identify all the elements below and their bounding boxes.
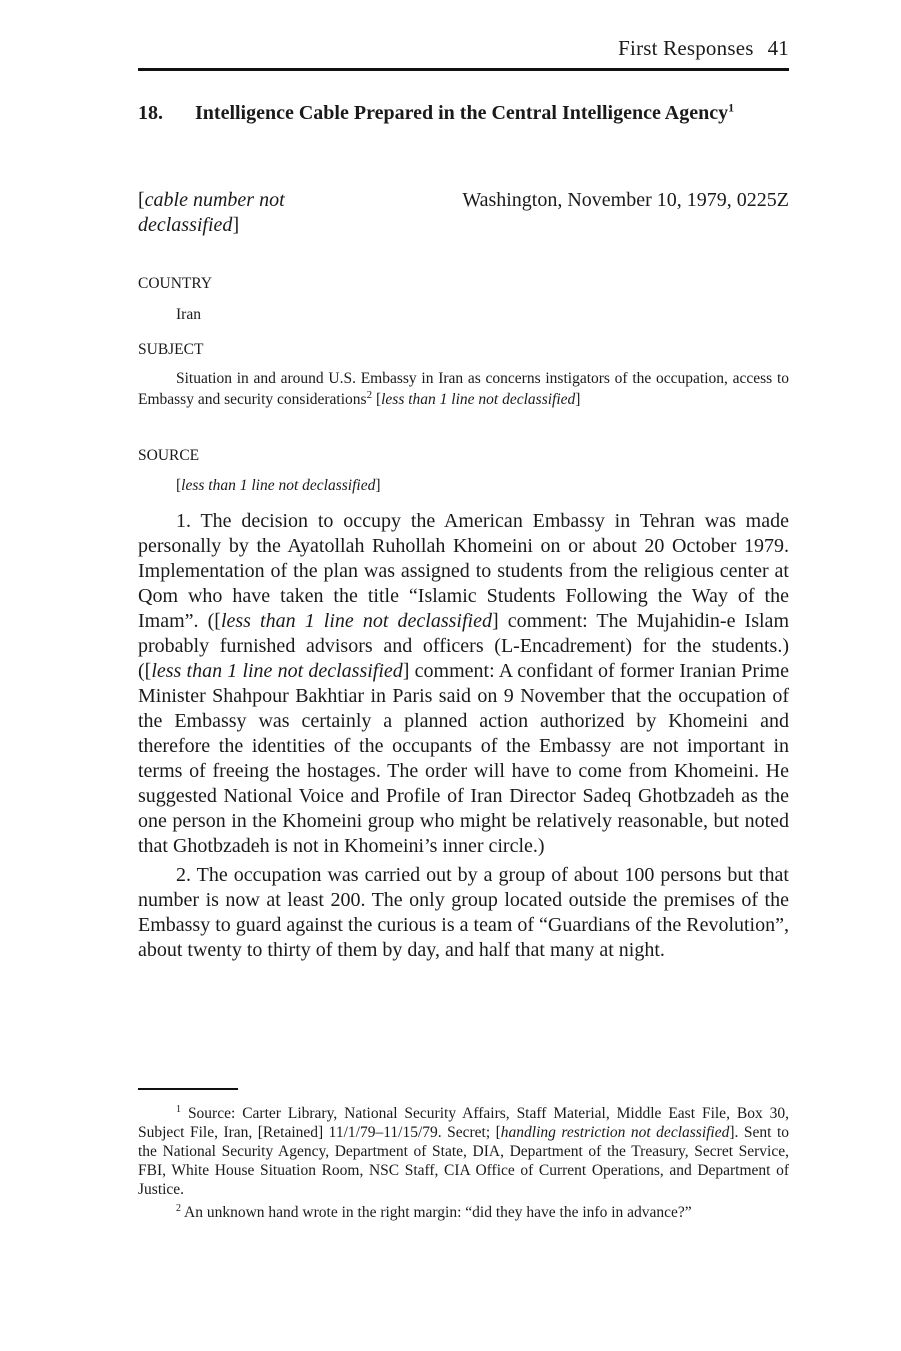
footnote-ref-1[interactable]: 1: [728, 100, 735, 115]
page-number: 41: [767, 36, 789, 60]
paragraph-1: 1. The decision to occupy the American Embassy in Tehran was made personally by the Ayatollah Ruhollah Khomeini on or about 20 October 1979. Implementation of the plan was assigned to students from the religious center at Qom who have taken the title “Islamic Students Following the Way of the Imam”. ([less than 1 line not declassified] comment: The Mujahidin-e Islam probably furnished advisors and officers (L-Encadrement) for the students.) ([less than 1 line not declassified] comment: A confidant of former Iranian Prime Minister Shahpour Bakhtiar in Paris said on 9 November that the occupation of the Embassy was certainly a planned action authorized by Khomeini and therefore the identities of the occupants of the Embassy are not important in terms of freeing the hostages. The order will have to come from Khomeini. He suggested National Voice and Profile of Iran Director Sadeq Ghotbzadeh as the one person in the Khomeini group who might be relatively reasonable, but noted that Ghotbzadeh is not in Khomeini’s inner circle.): [138, 510, 789, 857]
document-number: 18.: [138, 102, 163, 124]
country-label: COUNTRY: [138, 275, 213, 292]
cable-number: [cable number not declassified]: [138, 189, 285, 236]
subject-label: SUBJECT: [138, 341, 204, 358]
source-value: [less than 1 line not declassified]: [176, 477, 381, 494]
body-text: [138, 509, 789, 967]
subject-text: Situation in and around U.S. Embassy in Iran as concerns instigators of the occupation, access to Embassy and security considerations$^2$ [less than 1 line not declassified]: [138, 370, 789, 408]
header-rule: [138, 68, 789, 71]
source-label: SOURCE: [138, 447, 200, 464]
footnote-ref-2[interactable]: 2: [366, 388, 373, 401]
place-date: Washington, November 10, 1979, 0225Z: [462, 189, 789, 211]
paragraph-2: 2. The occupation was carried out by a group of about 100 persons but that number is now at least 200. The only group located outside the premises of the Embassy to guard against the curious is a team of “Guardians of the Revolution”, about twenty to thirty of them by day, and half that many at night.: [138, 864, 789, 961]
running-head: [618, 36, 789, 61]
footnote-1: $^1$ Source: Carter Library, National Security Affairs, Staff Material, Middle East File, Box 30, Subject File, Iran, [Retained] 11/1/79–11/15/79. Secret; [handling restriction not declassified]. Sent to the National Security Agency, Department of State, DIA, Department of the Treasury, Secret Service, FBI, White House Situation Room, NSC Staff, CIA Office of Current Operations, and Department of Justice.: [138, 1103, 789, 1198]
footnote-2: $^2$ An unknown hand wrote in the right margin: “did they have the info in advance?”: [176, 1202, 692, 1221]
footnote-rule: [138, 1088, 238, 1090]
document-title: Intelligence Cable Prepared in the Central Intelligence Agency$^1$: [195, 100, 735, 124]
country-value: Iran: [176, 306, 201, 323]
footnotes: [138, 1104, 789, 1226]
running-title: First Responses: [618, 36, 754, 60]
document-heading: [138, 100, 789, 126]
